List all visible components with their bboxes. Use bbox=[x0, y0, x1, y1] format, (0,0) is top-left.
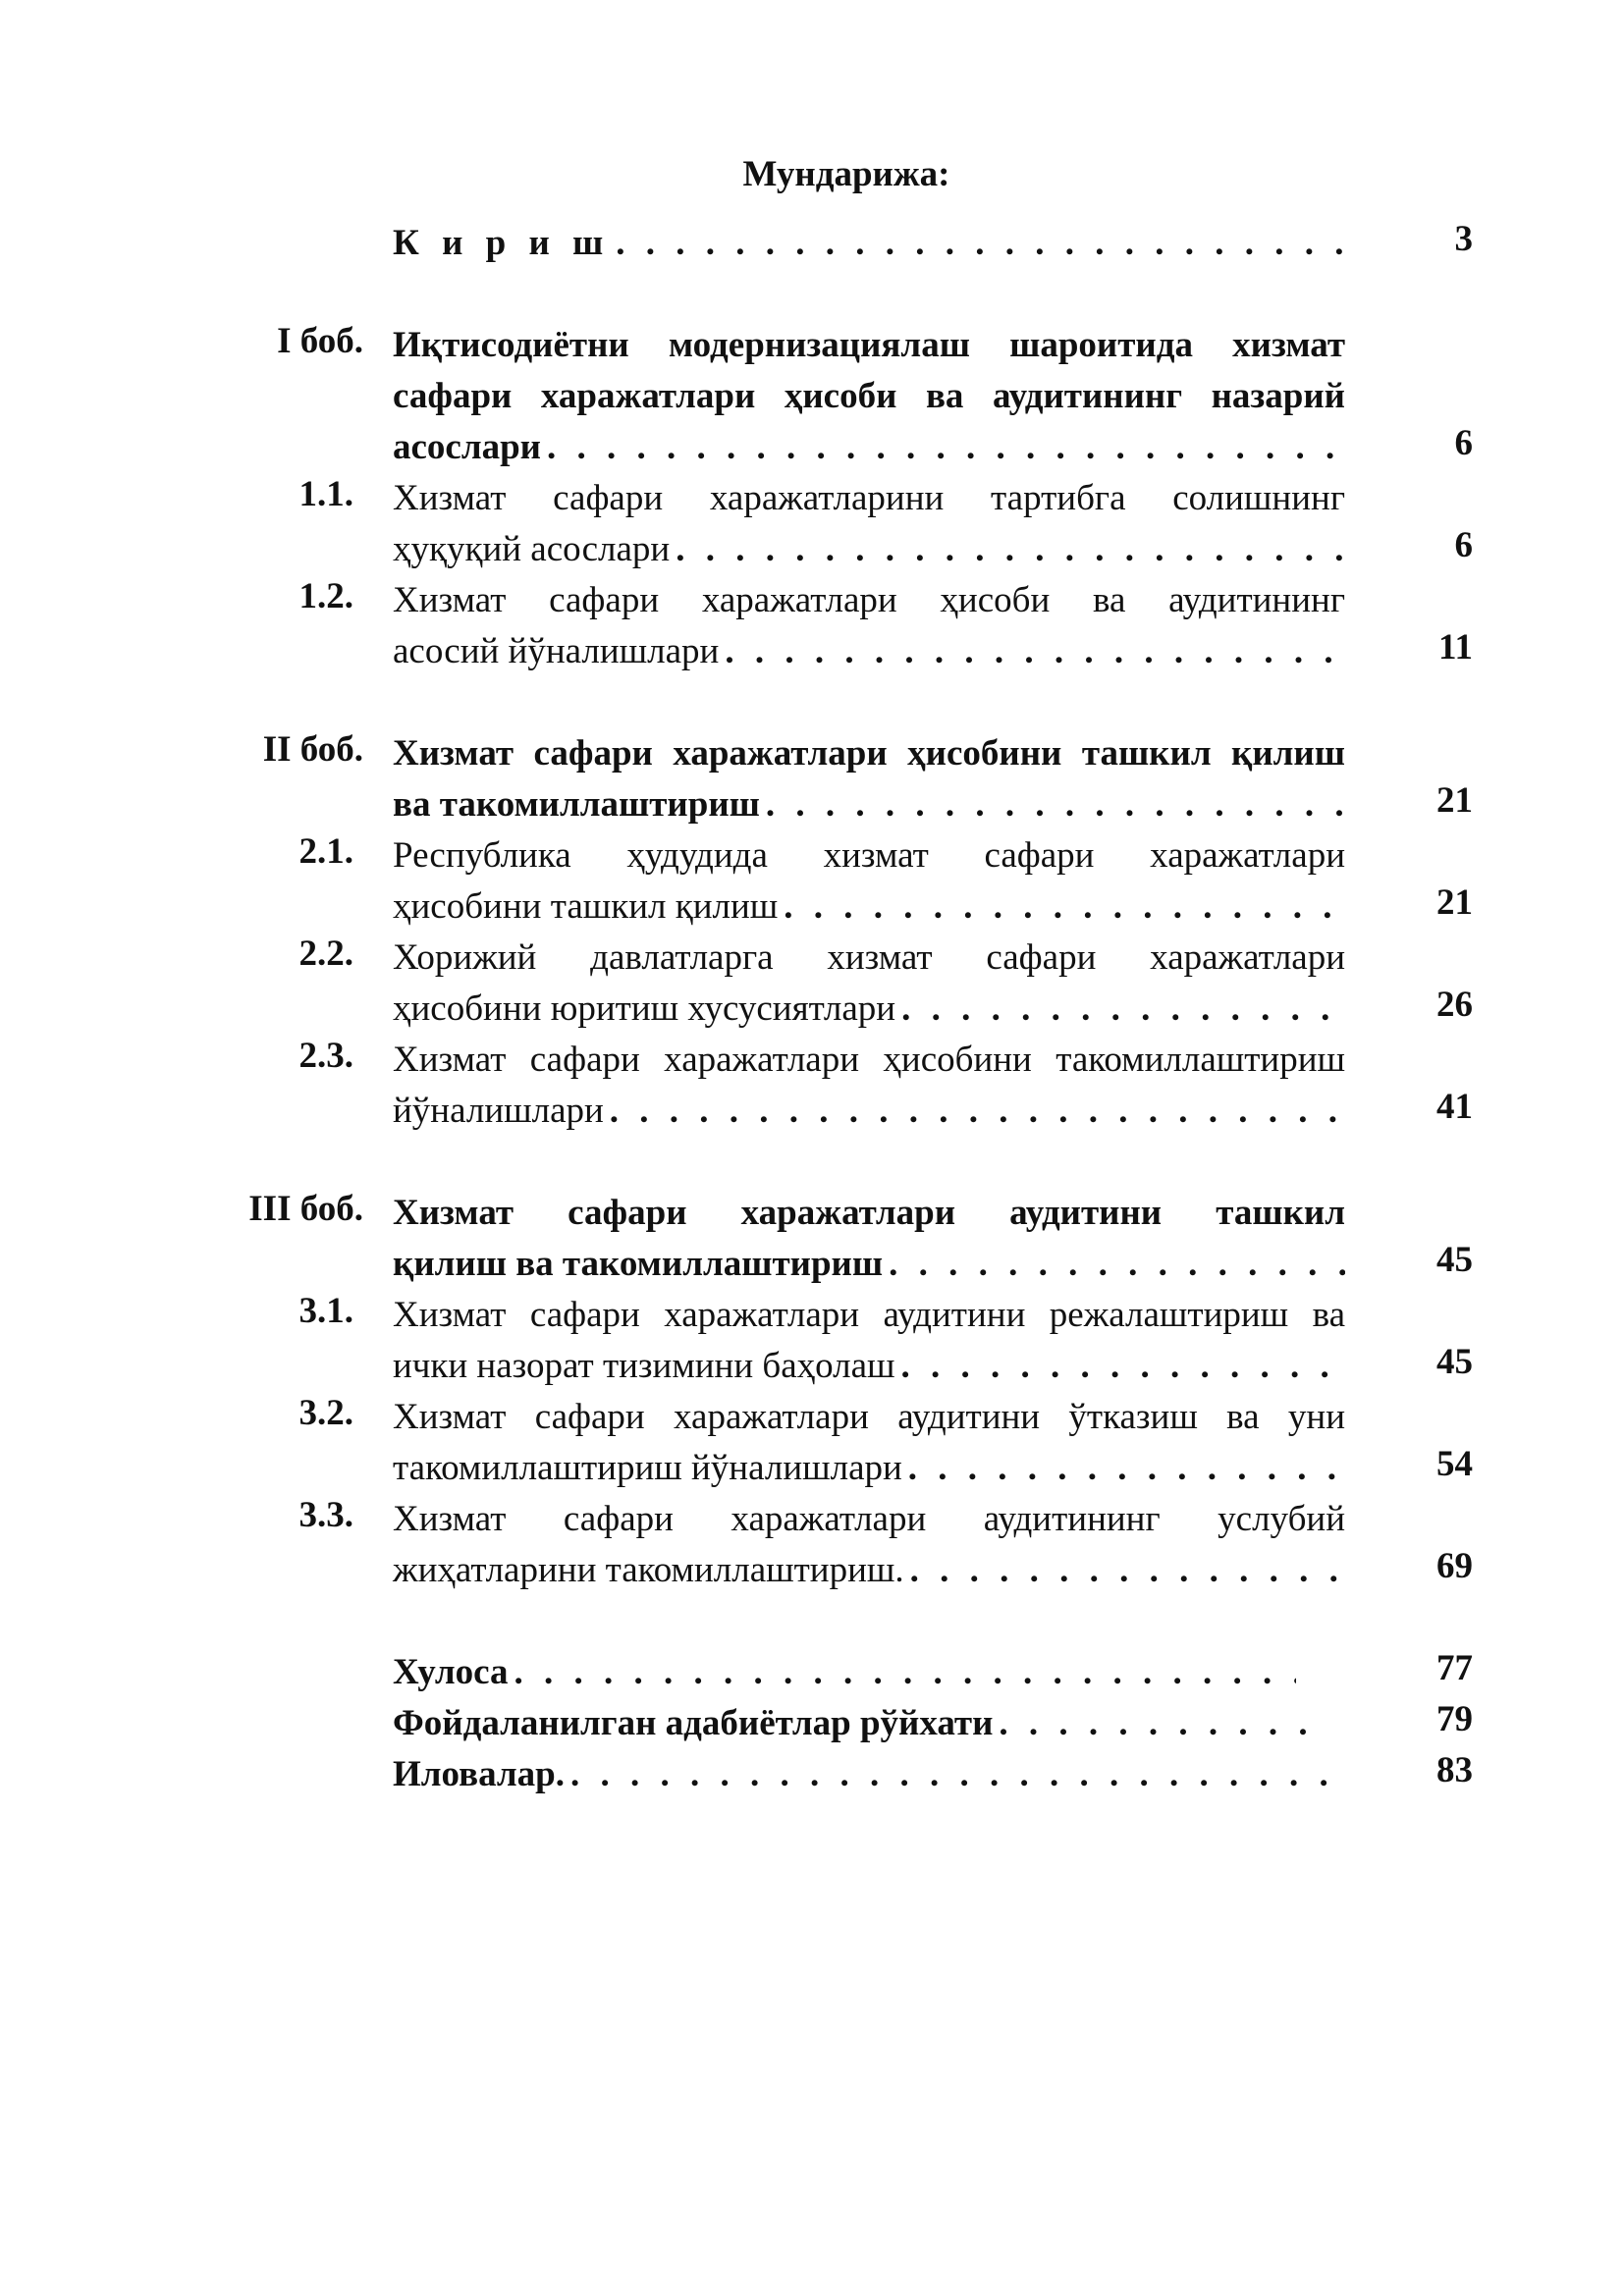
closing-page: 77 bbox=[1436, 1648, 1473, 1688]
section-number: 1.1. bbox=[298, 474, 353, 514]
section-number: 1.2. bbox=[298, 576, 353, 616]
chapter-title-line: сафари харажатлари ҳисоби ва аудитининг назарий bbox=[393, 376, 1345, 416]
chapter-title-line: Хизмат сафари харажатлари аудитини ташкил bbox=[393, 1193, 1345, 1233]
section-title-line: Хизмат сафари харажатлари аудитини режалаштириш ва bbox=[393, 1295, 1345, 1335]
closing-label: Фойдаланилган адабиётлар рўйхати bbox=[393, 1703, 994, 1743]
leader-dots bbox=[999, 1698, 1306, 1749]
section-title-last: ички назорат тизимини баҳолаш bbox=[393, 1346, 895, 1386]
chapter-title-last: қилиш ва такомиллаштириш bbox=[393, 1244, 884, 1284]
closing-label: Иловалар. bbox=[393, 1754, 566, 1794]
section-number: 3.2. bbox=[298, 1393, 353, 1433]
section-title-line: Хизмат сафари харажатлари аудитини ўтказиш ва уни bbox=[393, 1397, 1345, 1437]
leader-dots bbox=[610, 1086, 1345, 1137]
section-title-last: асосий йўналишлари bbox=[393, 631, 720, 671]
leader-dots bbox=[901, 1341, 1345, 1392]
chapter-number: I боб. bbox=[277, 321, 363, 361]
section-title-last: ҳисобини ташкил қилиш bbox=[393, 886, 779, 927]
leader-dots bbox=[514, 1647, 1296, 1698]
leader-dots bbox=[889, 1239, 1345, 1290]
section-page: 11 bbox=[1438, 627, 1473, 667]
leader-dots bbox=[616, 218, 1345, 269]
chapter-title-last: асослари bbox=[393, 427, 541, 467]
section-title-line: Хорижий давлатларга хизмат сафари харажатлари bbox=[393, 937, 1345, 978]
leader-dots bbox=[547, 422, 1345, 473]
section-title-last: жиҳатларини такомиллаштириш. bbox=[393, 1550, 904, 1590]
section-title-line: Хизмат сафари харажатлари ҳисобини такомиллаштириш bbox=[393, 1040, 1345, 1080]
section-title-last: йўналишлари bbox=[393, 1091, 604, 1131]
leader-dots bbox=[908, 1443, 1345, 1494]
section-number: 2.3. bbox=[298, 1036, 353, 1076]
page-title: Мундарижа: bbox=[742, 154, 950, 194]
leader-dots bbox=[784, 881, 1345, 933]
section-title-line: Республика ҳудудида хизмат сафари харажатлари bbox=[393, 835, 1345, 876]
chapter-page: 45 bbox=[1436, 1240, 1473, 1280]
closing-page: 83 bbox=[1436, 1750, 1473, 1790]
chapter-page: 6 bbox=[1454, 423, 1473, 463]
section-title-line: Хизмат сафари харажатларини тартибга солишнинг bbox=[393, 478, 1345, 518]
chapter-number: II боб. bbox=[262, 729, 363, 770]
intro-label: К и р и ш bbox=[393, 223, 611, 263]
leader-dots bbox=[901, 984, 1345, 1035]
chapter-title-line: Хизмат сафари харажатлари ҳисобини ташкил қилиш bbox=[393, 733, 1345, 774]
chapter-page: 21 bbox=[1436, 780, 1473, 821]
leader-dots bbox=[766, 779, 1345, 830]
chapter-number: III боб. bbox=[248, 1189, 363, 1229]
chapter-title-line: Иқтисодиётни модернизациялаш шароитида хизмат bbox=[393, 325, 1345, 365]
intro-page: 3 bbox=[1454, 219, 1473, 259]
section-title-line: Хизмат сафари харажатлари ҳисоби ва аудитининг bbox=[393, 580, 1345, 620]
section-number: 3.3. bbox=[298, 1495, 353, 1535]
leader-dots bbox=[725, 626, 1345, 677]
leader-dots bbox=[570, 1749, 1345, 1800]
section-page: 41 bbox=[1436, 1087, 1473, 1127]
section-title-last: такомиллаштириш йўналишлари bbox=[393, 1448, 902, 1488]
closing-label: Хулоса bbox=[393, 1652, 509, 1692]
leader-dots bbox=[676, 524, 1345, 575]
section-title-line: Хизмат сафари харажатлари аудитининг услубий bbox=[393, 1499, 1345, 1539]
section-number: 2.2. bbox=[298, 934, 353, 974]
section-title-last: ҳисобини юритиш хусусиятлари bbox=[393, 988, 896, 1029]
closing-page: 79 bbox=[1436, 1699, 1473, 1739]
leader-dots bbox=[910, 1545, 1345, 1596]
section-number: 2.1. bbox=[298, 831, 353, 872]
section-page: 69 bbox=[1436, 1546, 1473, 1586]
chapter-title-last: ва такомиллаштириш bbox=[393, 784, 760, 825]
section-page: 54 bbox=[1436, 1444, 1473, 1484]
section-title-last: ҳуқуқий асослари bbox=[393, 529, 671, 569]
section-page: 26 bbox=[1436, 985, 1473, 1025]
section-number: 3.1. bbox=[298, 1291, 353, 1331]
section-page: 21 bbox=[1436, 882, 1473, 923]
section-page: 6 bbox=[1454, 525, 1473, 565]
section-page: 45 bbox=[1436, 1342, 1473, 1382]
